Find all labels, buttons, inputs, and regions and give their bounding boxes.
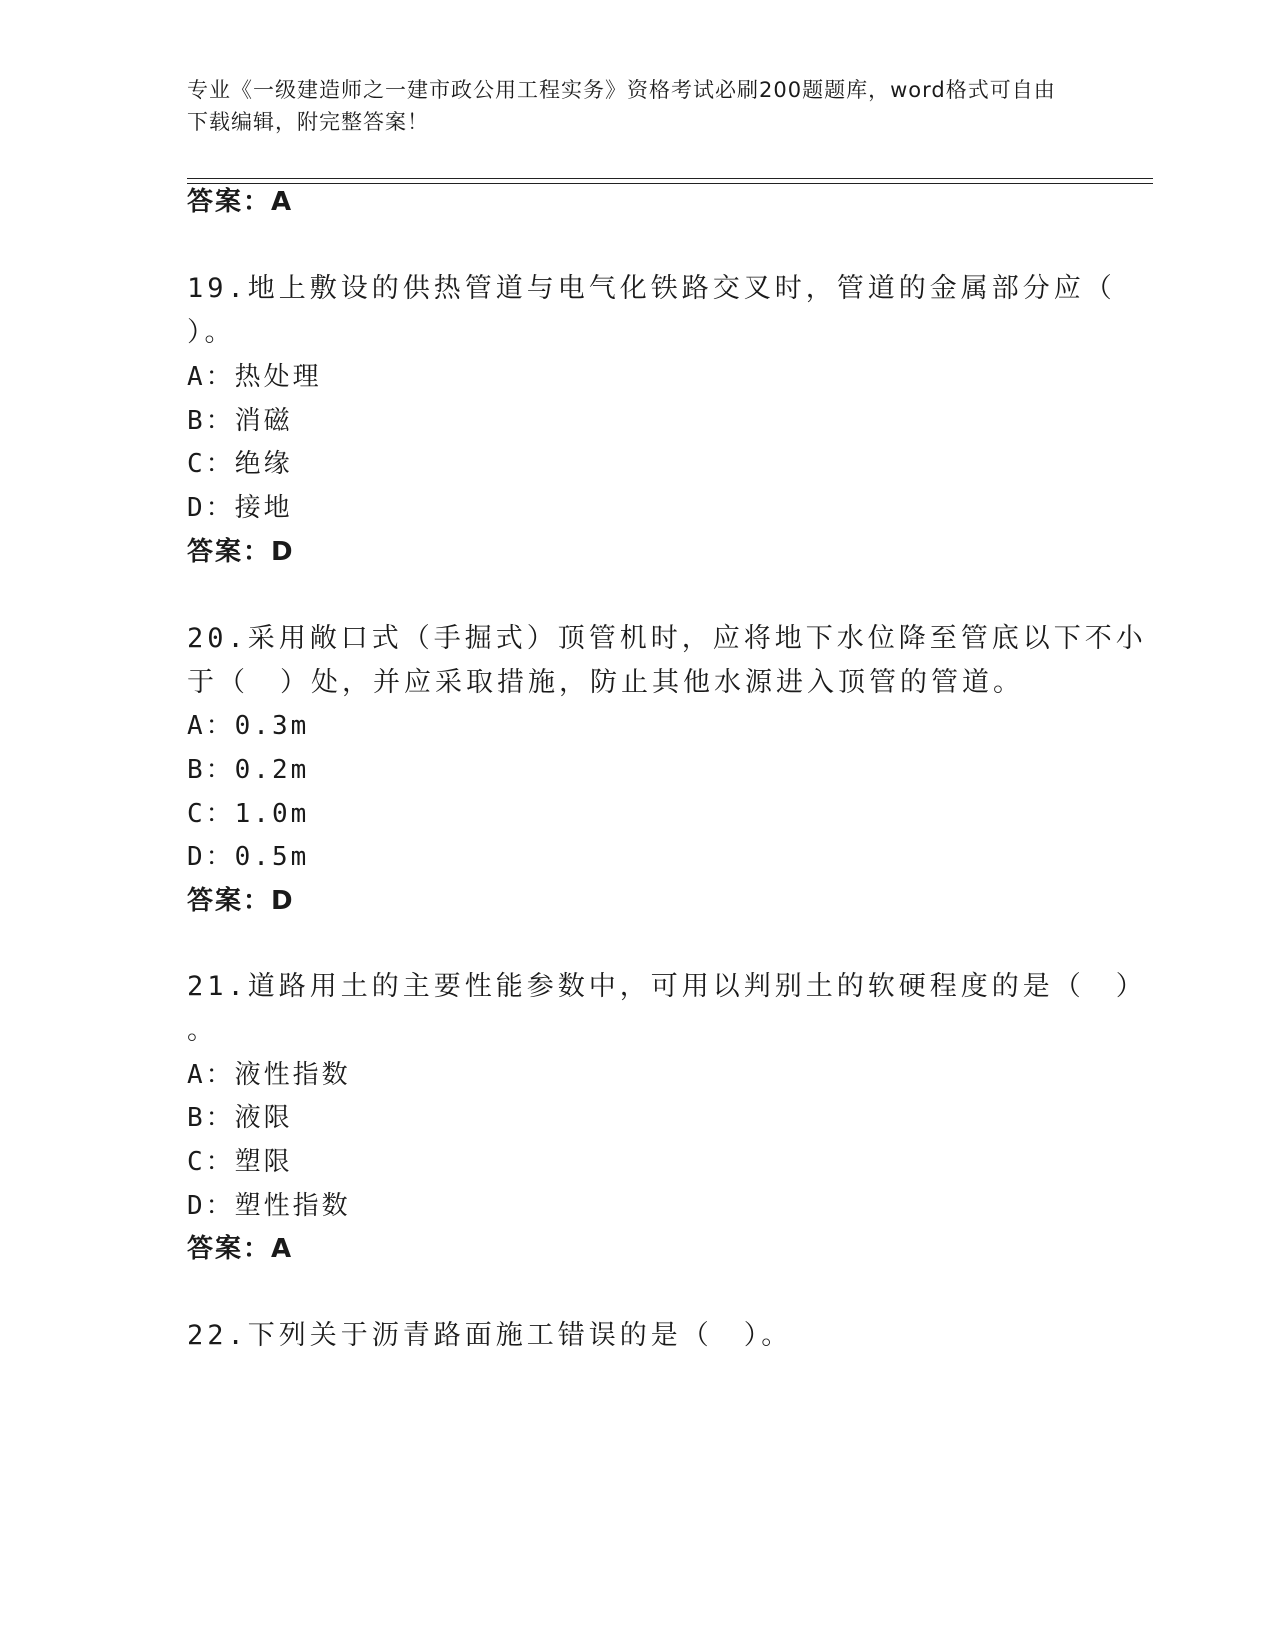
- question-21-option-b: B：液限: [187, 1103, 293, 1133]
- question-20-option-a: A：0.3m: [187, 711, 310, 741]
- document-header: 专业《一级建造师之一建市政公用工程实务》资格考试必刷200题题库，word格式可自由下载编辑，附完整答案！: [187, 78, 1056, 134]
- question-21-stem-line2: 。: [187, 1015, 218, 1046]
- header-divider-bottom: [187, 183, 1153, 184]
- question-20-stem-line2: 于（ ）处，并应采取措施，防止其他水源进入顶管的管道。: [187, 667, 1024, 698]
- question-21-answer: 答案：A: [187, 1234, 294, 1264]
- question-19-answer: 答案：D: [187, 537, 295, 567]
- question-19-option-a: A：热处理: [187, 362, 322, 392]
- question-20-stem-line1: 20.采用敞口式（手掘式）顶管机时，应将地下水位降至管底以下不小: [187, 623, 1147, 654]
- question-19-stem-line1: 19.地上敷设的供热管道与电气化铁路交叉时，管道的金属部分应（: [187, 273, 1116, 304]
- question-20-option-b: B：0.2m: [187, 755, 310, 785]
- previous-answer: 答案：A: [187, 187, 294, 217]
- question-21-option-d: D：塑性指数: [187, 1191, 351, 1221]
- question-21-option-a: A：液性指数: [187, 1060, 351, 1090]
- question-19-stem-line2: ）。: [187, 317, 236, 348]
- header-divider-top: [187, 178, 1153, 179]
- question-20-answer: 答案：D: [187, 886, 295, 916]
- question-19-option-b: B：消磁: [187, 406, 293, 436]
- question-22-stem-line1: 22.下列关于沥青路面施工错误的是（ ）。: [187, 1320, 793, 1351]
- question-19-option-c: C：绝缘: [187, 449, 293, 479]
- question-19-option-d: D：接地: [187, 493, 293, 523]
- question-20-option-d: D：0.5m: [187, 842, 310, 872]
- question-21-option-c: C：塑限: [187, 1147, 293, 1177]
- question-20-option-c: C：1.0m: [187, 799, 310, 829]
- question-21-stem-line1: 21.道路用土的主要性能参数中，可用以判别土的软硬程度的是（ ）: [187, 971, 1147, 1002]
